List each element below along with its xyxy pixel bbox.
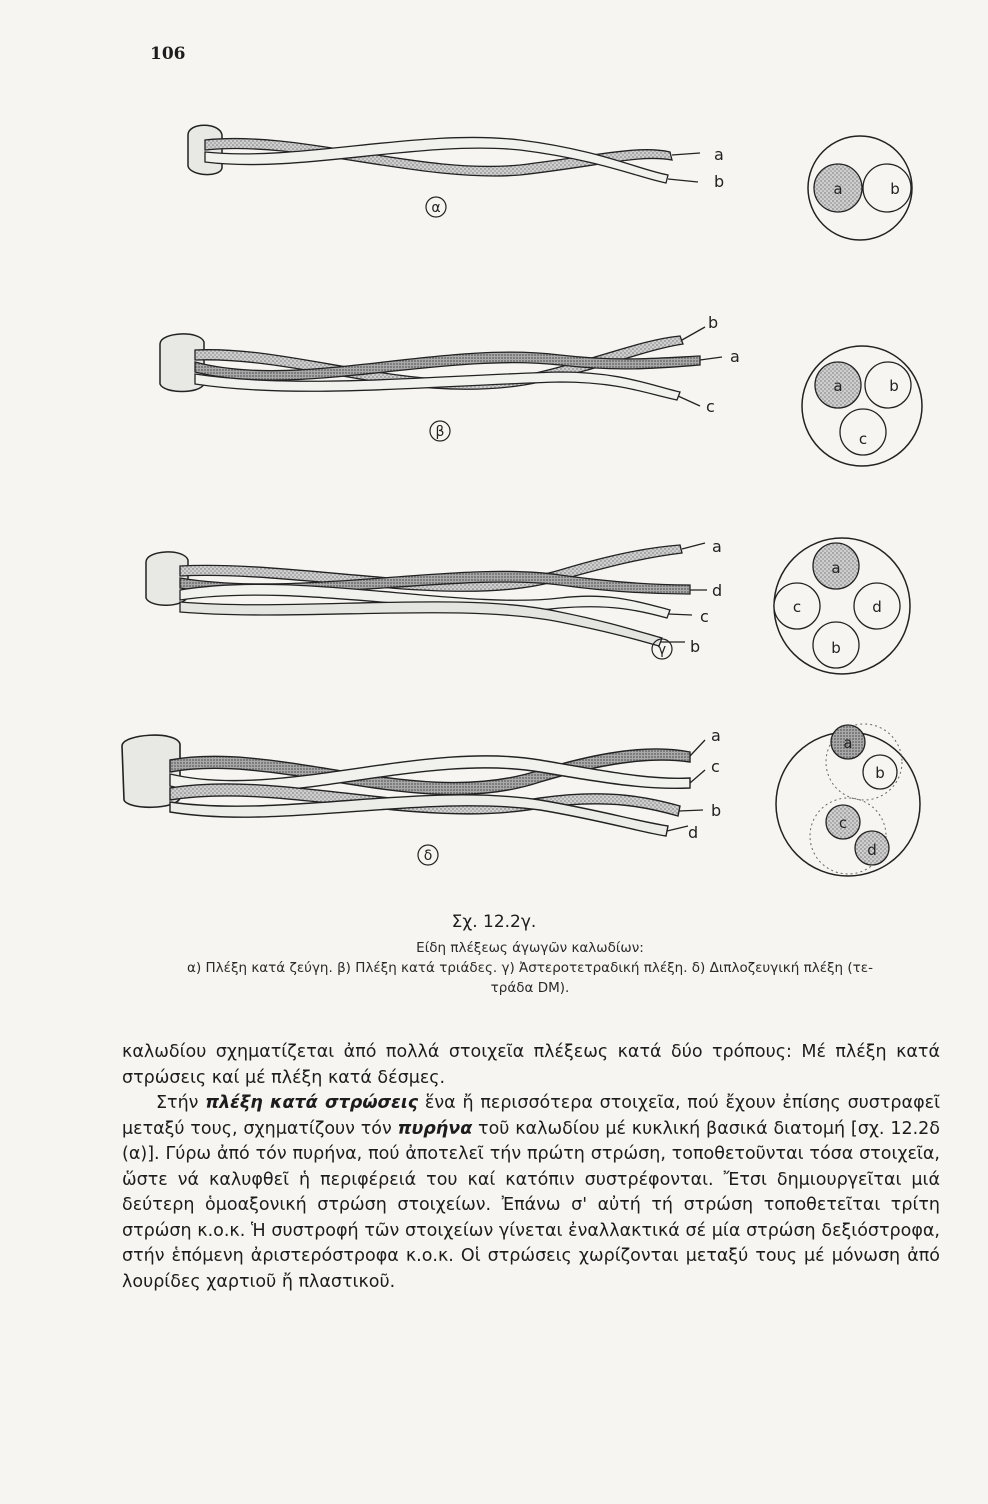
figure-description-line2: τράδα DM). xyxy=(490,980,570,996)
section-dm-quad-b: b xyxy=(875,764,885,782)
panel-pair-wire-a: a xyxy=(714,145,724,164)
panel-dm-quad xyxy=(122,724,920,876)
page-number: 106 xyxy=(150,44,186,64)
panel-pair-marker: α xyxy=(431,200,441,216)
section-star-quad-a: a xyxy=(831,559,841,577)
body-text xyxy=(122,1040,940,1295)
panel-triple xyxy=(160,313,922,466)
section-star-quad-c: c xyxy=(792,598,802,616)
figure-title: Σχ. 12.2γ. xyxy=(451,912,537,932)
term-core: πυρήνα xyxy=(397,1118,473,1139)
paragraph-2-part-b: ἕνα ἤ περισσότερα στοιχεῖα, πού ἔχουν ἐπίσης συστραφεῖ μεταξύ τους, σχηματίζουν τόν xyxy=(122,1093,940,1139)
section-dm-quad-d: d xyxy=(867,841,877,859)
panel-dm-quad-wire-a: a xyxy=(711,726,721,745)
section-star-quad-d: d xyxy=(872,598,882,616)
panel-star-quad-marker: γ xyxy=(657,642,667,658)
section-triple-c: c xyxy=(858,430,868,448)
panel-dm-quad-wire-c: c xyxy=(711,757,720,776)
panel-dm-quad-marker: δ xyxy=(423,848,433,864)
paragraph-2-part-a: Στήν xyxy=(156,1093,206,1113)
panel-star-quad-wire-d: d xyxy=(712,581,723,600)
section-dm-quad-a: a xyxy=(843,734,853,752)
panel-star-quad-wire-c: c xyxy=(700,607,709,626)
panel-triple-wire-a: a xyxy=(730,347,740,366)
section-pair-b: b xyxy=(890,180,900,198)
panel-dm-quad-wire-b: b xyxy=(711,801,722,820)
section-dm-quad-c: c xyxy=(838,814,848,832)
panel-star-quad-wire-b: b xyxy=(690,637,701,656)
panel-triple-marker: β xyxy=(435,424,445,440)
panel-star-quad-wire-a: a xyxy=(712,537,722,556)
panel-dm-quad-wire-d: d xyxy=(688,823,699,842)
figure-subtitle: Είδη πλέξεως άγωγῶν καλωδίων: xyxy=(416,940,644,956)
panel-triple-wire-c: c xyxy=(706,397,715,416)
section-pair-a: a xyxy=(833,180,843,198)
panel-triple-wire-b: b xyxy=(708,313,719,332)
figure-description-line1: α) Πλέξη κατά ζεύγη. β) Πλέξη κατά τριάδες. γ) Ἀστεροτετραδική πλέξη. δ) Διπλοζευγική πλέξη (τε- xyxy=(187,960,873,976)
paragraph-2 xyxy=(122,1091,940,1295)
paragraph-1: καλωδίου σχηματίζεται ἀπό πολλά στοιχεῖα πλέξεως κατά δύο τρόπους: Μέ πλέξη κατά στρώσεις καί μέ πλέξη κατά δέσμες. xyxy=(122,1042,940,1088)
panel-pair xyxy=(188,125,912,240)
term-layer-twisting: πλέξη κατά στρώσεις xyxy=(205,1093,419,1113)
section-triple-b: b xyxy=(889,377,899,395)
panel-pair-wire-b: b xyxy=(714,172,725,191)
section-star-quad-b: b xyxy=(831,639,841,657)
section-triple-a: a xyxy=(833,377,843,395)
panel-star-quad xyxy=(146,537,910,674)
paragraph-2-part-c: τοῦ καλωδίου μέ κυκλική βασικά διατομή [σχ. 12.2δ (α)]. Γύρω ἀπό τόν πυρήνα, πού ἀποτελεῖ τήν πρώτη στρώση, τοποθετοῦνται τόσα στοιχεῖα, ὥστε νά καλυφθεῖ ἡ περιφέρειά του καί κατόπιν συστρέφονται. Ἔτσι δημιουργεῖται μιά δεύτερη ὁμοαξονική στρώση στοιχείων. Ἐπάνω σ' αὐτή τή στρώση τοποθετεῖται τρίτη στρώση κ.ο.κ. Ἡ συστροφή τῶν στοιχείων γίνεται ἐναλλακτικά σέ μία στρώση δεξιόστροφα, στήν ἑπόμενη ἀριστερόστροφα κ.ο.κ. Οἱ στρώσεις χωρίζονται μεταξύ τους μέ μόνωση ἀπό λουρίδες χαρτιοῦ ἤ πλαστικοῦ. xyxy=(122,1118,940,1292)
